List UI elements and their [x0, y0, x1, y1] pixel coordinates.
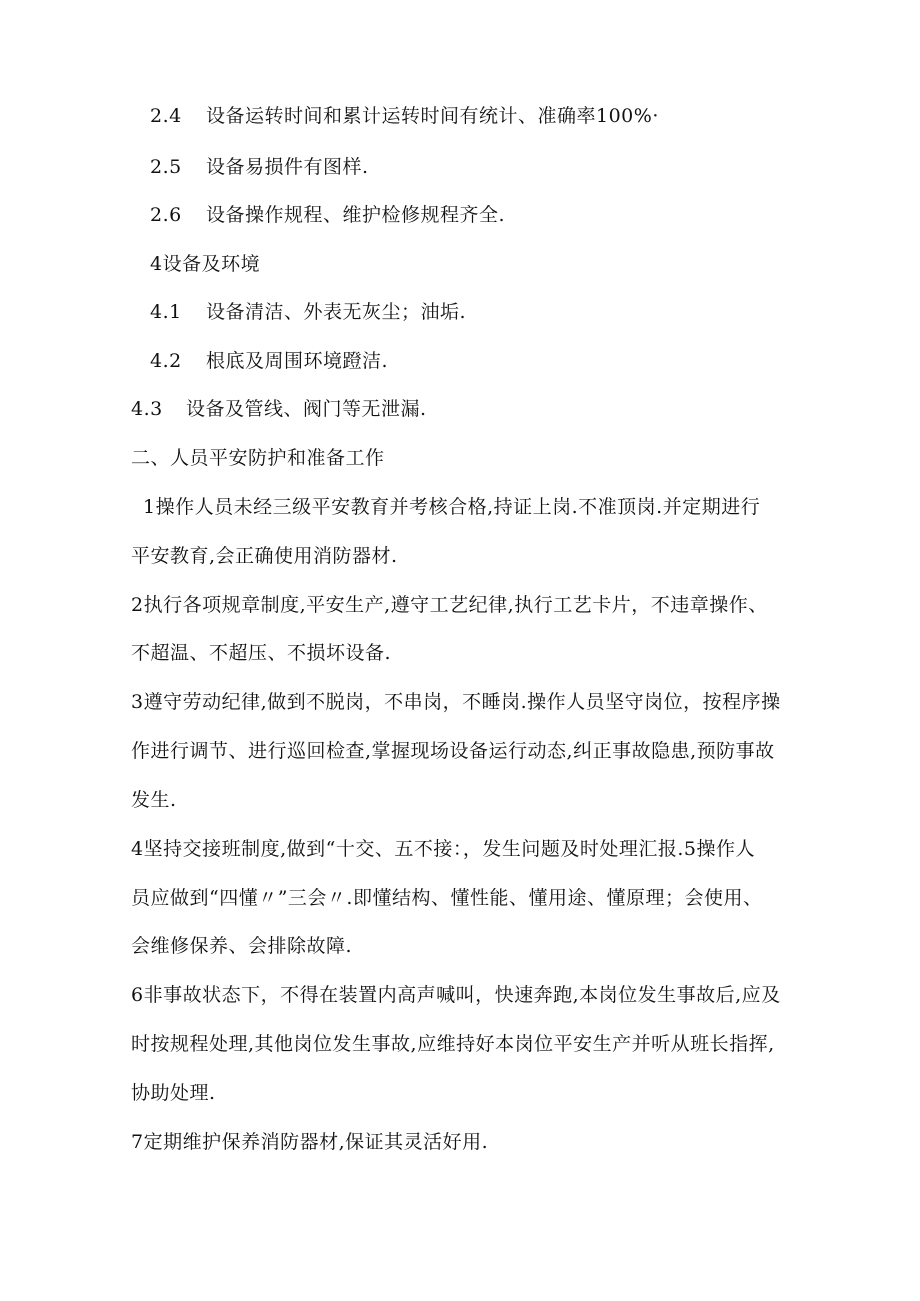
item-2-5: [150, 155, 369, 179]
item-number: 4.3: [131, 398, 163, 420]
item-number: 2.5: [150, 156, 182, 178]
item-number: 2.6: [150, 204, 182, 226]
item-number: 4.2: [150, 350, 182, 372]
paragraph-4-line-3: 会维修保养、会排除故障.: [131, 935, 353, 957]
paragraph-4-line-1: 4坚持交接班制度,做到“十交、五不接：，发生问题及时处理汇报.5操作人: [131, 838, 755, 860]
item-number: 2.4: [150, 105, 182, 127]
item-number: 4.1: [150, 301, 182, 323]
paragraph-1-line-1: 1操作人员未经三级平安教育并考核合格,持证上岗.不准顶岗.并定期进行: [143, 496, 761, 518]
item-text: 设备易损件有图样.: [206, 156, 369, 178]
paragraph-5-line-2: 时按规程处理,其他岗位发生事故,应维持好本岗位平安生产并听从班长指挥,: [131, 1033, 775, 1055]
item-text: 设备及管线、阀门等无泄漏.: [186, 398, 427, 420]
paragraph-5-line-1: 6非事故状态下，不得在装置内高声喊叫，快速奔跑,本岗位发生事故后,应及: [131, 984, 781, 1006]
item-4-1: [150, 300, 466, 324]
paragraph-1-line-2: 平安教育,会正确使用消防器材.: [131, 545, 398, 567]
item-text: 根底及周围环境蹬洁.: [206, 350, 389, 372]
paragraph-3-line-3: 发生.: [131, 789, 177, 811]
item-4-3: [131, 397, 427, 421]
item-text: 设备操作规程、维护检修规程齐全.: [206, 204, 506, 226]
section-heading-equipment-environment: [150, 252, 260, 276]
item-text: 二、人员平安防护和准备工作: [131, 447, 385, 469]
paragraph-5-line-3: 协助处理.: [131, 1082, 216, 1104]
item-text: 4设备及环境: [150, 253, 261, 275]
paragraph-3-line-1: 3遵守劳动纪律,做到不脱岗，不串岗，不睡岗.操作人员坚守岗位，按程序操: [131, 691, 781, 713]
paragraph-4-line-2: 员应做到“四懂〃”三会〃.即懂结构、懂性能、懂用途、懂原理；会使用、: [131, 887, 763, 909]
item-2-4: [150, 104, 659, 128]
paragraph-3-line-2: 作进行调节、进行巡回检查,掌握现场设备运行动态,纠正事故隐患,预防事故: [131, 740, 775, 762]
item-4-2: [150, 349, 388, 373]
paragraph-6-line-1: 7定期维护保养消防器材,保证其灵活好用.: [131, 1131, 489, 1153]
section-heading-personnel: [131, 446, 385, 470]
item-text: 设备运转时间和累计运转时间有统计、准确率100%·: [206, 105, 659, 127]
item-2-6: [150, 203, 505, 227]
paragraph-2-line-2: 不超温、不超压、不损坏设备.: [131, 642, 392, 664]
paragraph-2-line-1: 2执行各项规章制度,平安生产,遵守工艺纪律,执行工艺卡片，不违章操作、: [131, 594, 768, 616]
item-text: 设备清洁、外表无灰尘；油垢.: [206, 301, 467, 323]
